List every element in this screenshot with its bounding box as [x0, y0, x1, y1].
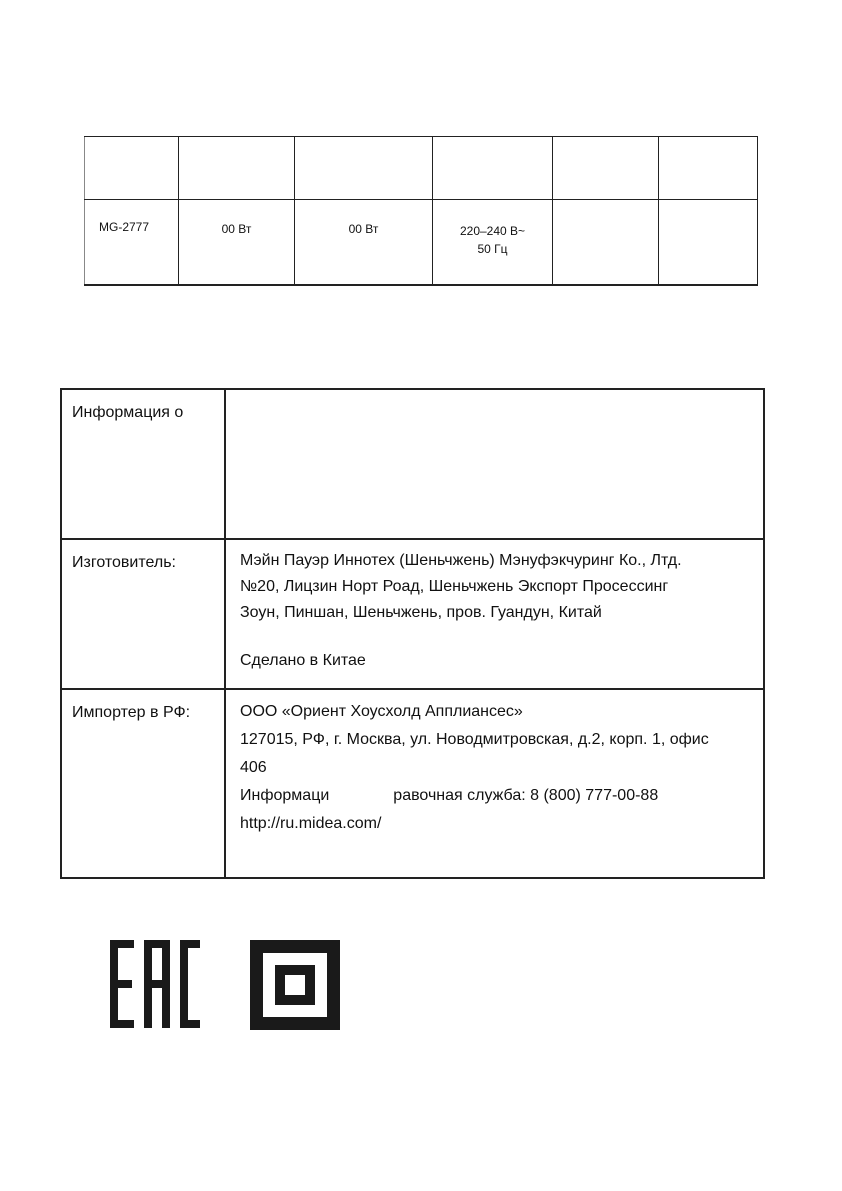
eac-mark-icon	[110, 940, 202, 1030]
manufacturer-name: Мэйн Пауэр Иннотех (Шеньчжень) Мэнуфэкчуринг Ко., Лтд.	[240, 552, 682, 569]
importer-company: ООО «Ориент Хоусхолд Апплиансес»	[240, 703, 523, 720]
importer-address-1: 127015, РФ, г. Москва, ул. Новодмитровская, д.2, корп. 1, офис	[240, 731, 709, 748]
info-label: Информация о	[61, 389, 225, 539]
spec-power-1: 00 Вт	[179, 200, 295, 286]
spec-header-cell	[659, 137, 758, 200]
info-value-empty	[225, 389, 764, 539]
spec-voltage-line2: 50 Гц	[477, 242, 508, 256]
manufacturer-value	[225, 539, 764, 689]
spec-empty-cell	[659, 200, 758, 286]
spec-header-cell	[85, 137, 179, 200]
importer-info-prefix: Информаци	[240, 787, 330, 804]
importer-url: http://ru.midea.com/	[240, 815, 382, 832]
importer-info-line	[240, 782, 763, 810]
spec-header-cell	[179, 137, 295, 200]
manufacturer-address-1: №20, Лицзин Норт Роад, Шеньчжень Экспорт Просессинг	[240, 578, 669, 595]
spec-header-cell	[295, 137, 433, 200]
info-row-certification	[61, 389, 764, 539]
spec-model: MG-2777	[85, 200, 179, 286]
spec-empty-cell	[553, 200, 659, 286]
spec-data-row	[85, 200, 758, 286]
importer-info-service: равочная служба: 8 (800) 777-00-88	[393, 787, 659, 804]
spec-voltage	[433, 200, 553, 286]
double-insulation-icon	[250, 940, 340, 1030]
importer-value	[225, 689, 764, 878]
spec-header-row	[85, 137, 758, 200]
spec-header-cell	[433, 137, 553, 200]
spec-power-2: 00 Вт	[295, 200, 433, 286]
info-row-importer	[61, 689, 764, 878]
info-table	[60, 388, 765, 879]
importer-label: Импортер в РФ:	[61, 689, 225, 878]
info-row-manufacturer	[61, 539, 764, 689]
spec-voltage-line1: 220–240 В~	[459, 224, 526, 238]
spec-table	[84, 136, 758, 286]
spec-header-cell	[553, 137, 659, 200]
made-in: Сделано в Китае	[240, 652, 366, 669]
manufacturer-label: Изготовитель:	[61, 539, 225, 689]
manufacturer-address-2: Зоун, Пиншан, Шеньчжень, пров. Гуандун, Китай	[240, 604, 602, 621]
importer-address-2: 406	[240, 759, 267, 776]
